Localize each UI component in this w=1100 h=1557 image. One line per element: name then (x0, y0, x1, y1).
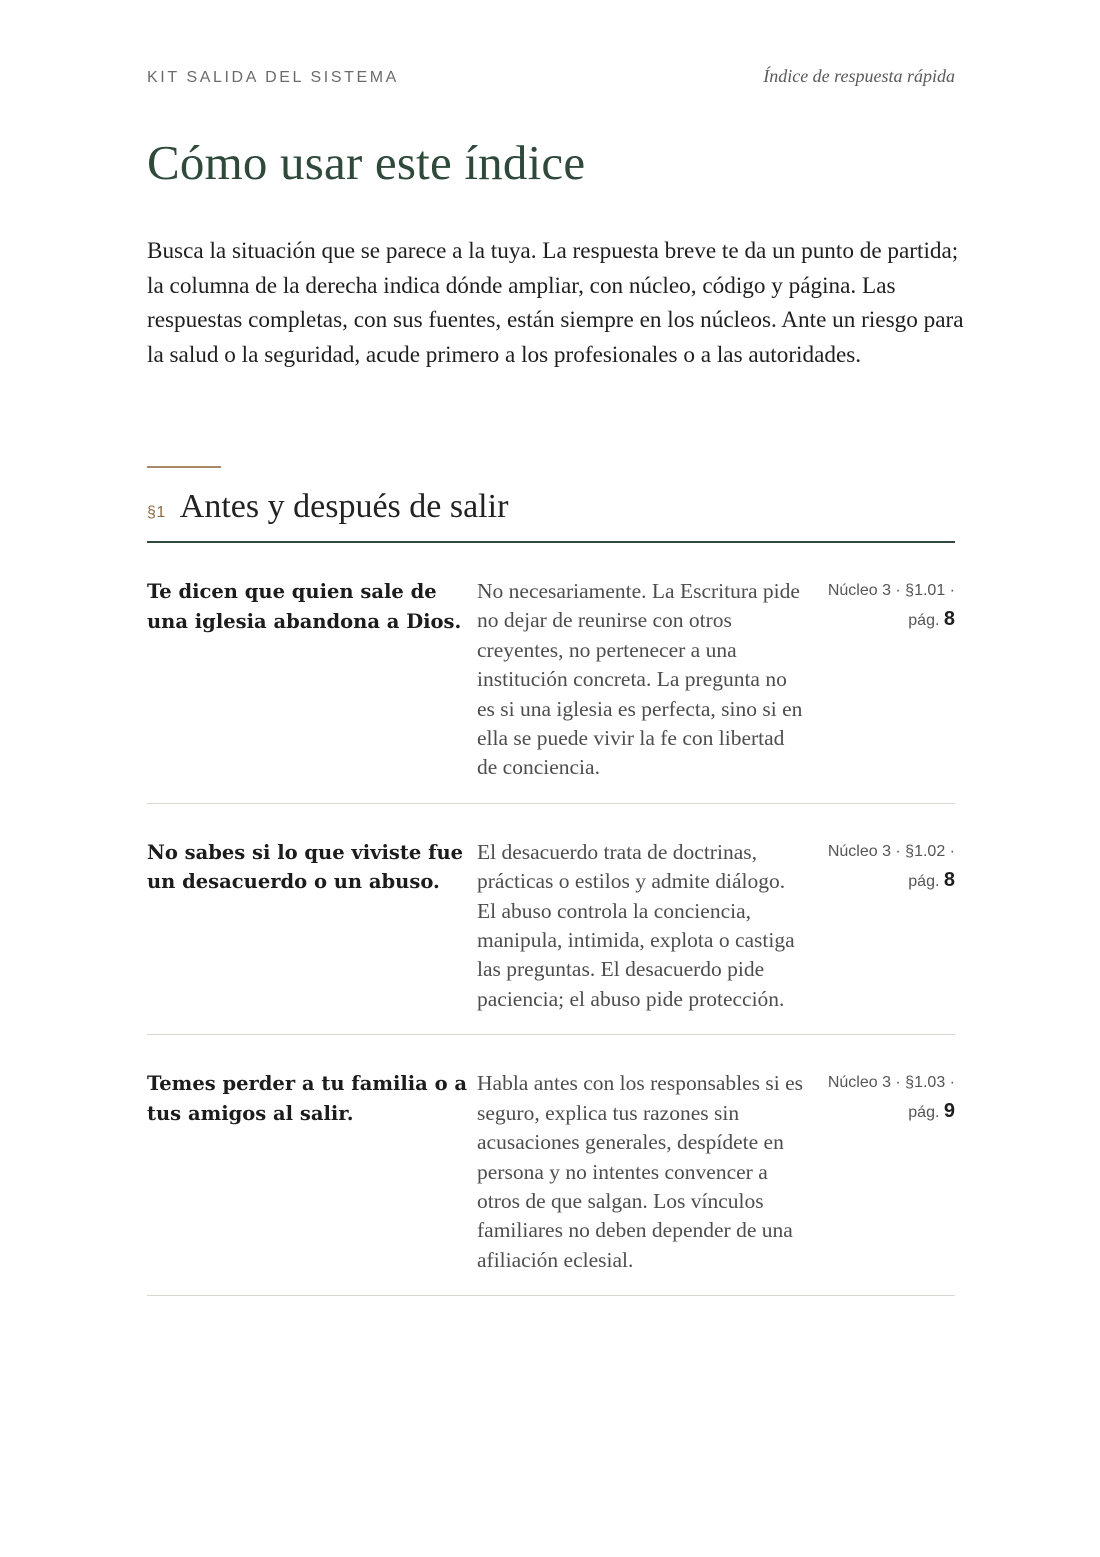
entry-page-number: 9 (943, 1100, 955, 1123)
section-accent-rule (147, 466, 221, 468)
entry-page-number: 8 (943, 608, 955, 630)
intro-paragraph: Busca la situación que se parece a la tuya. La respuesta breve te da un punto de partida; la columna de la derecha indica dónde ampliar, con núcleo, código y página. Las respuestas completas, con sus fuentes, están siempre en los núcleos. Ante un riesgo para la salud o la seguridad, acude primero a los profesionales o a las autoridades. (147, 238, 964, 368)
index-entry (147, 1035, 955, 1296)
kit-label: KIT SALIDA DEL SISTEMA (147, 69, 399, 86)
entries-list (147, 543, 955, 1296)
entry-reference (807, 1069, 955, 1275)
entry-reference (807, 838, 955, 1014)
index-entry (147, 804, 955, 1035)
index-entry (147, 543, 955, 804)
section-number: §1 (147, 504, 166, 521)
page-title: Cómo usar este índice (147, 135, 586, 190)
entry-page-number: 8 (943, 868, 955, 891)
entry-page-label: pág. (908, 612, 940, 629)
section-title: Antes y después de salir (179, 488, 509, 525)
entry-reference-code: Núcleo 3 · §1.03 · (827, 1074, 955, 1092)
entry-reference-code: Núcleo 3 · §1.01 · (827, 582, 955, 599)
entry-answer: El desacuerdo trata de doctrinas, prácticas o estilos y admite diálogo. El abuso controla la conciencia, manipula, intimida, explota o castiga las preguntas. El desacuerdo pide paciencia; el abuso pide protección. (477, 839, 795, 1011)
entry-question: Temes perder a tu familia o a tus amigos al salir. (147, 1072, 468, 1125)
entry-answer: Habla antes con los responsables si es seguro, explica tus razones sin acusaciones generales, despídete en persona y no intentes convencer a otros de que salgan. Los vínculos familiares no deben depender de una afiliación eclesial. (477, 1071, 804, 1272)
section-heading (147, 488, 955, 543)
index-label: Índice de respuesta rápida (763, 66, 955, 86)
entry-answer: No necesariamente. La Escritura pide no dejar de reunirse con otros creyentes, no pertenecer a una institución concreta. La pregunta no es si una iglesia es perfecta, sino si en ella se puede vivir la fe con libertad de conciencia. (477, 579, 803, 780)
entry-page-label: pág. (908, 872, 940, 890)
entry-page-label: pág. (908, 1104, 940, 1122)
entry-question: No sabes si lo que viviste fue un desacuerdo o un abuso. (147, 840, 464, 894)
entry-reference (807, 577, 955, 783)
entry-question: Te dicen que quien sale de una iglesia abandona a Dios. (147, 580, 462, 633)
entry-reference-code: Núcleo 3 · §1.02 · (827, 842, 955, 860)
running-header (147, 66, 955, 87)
